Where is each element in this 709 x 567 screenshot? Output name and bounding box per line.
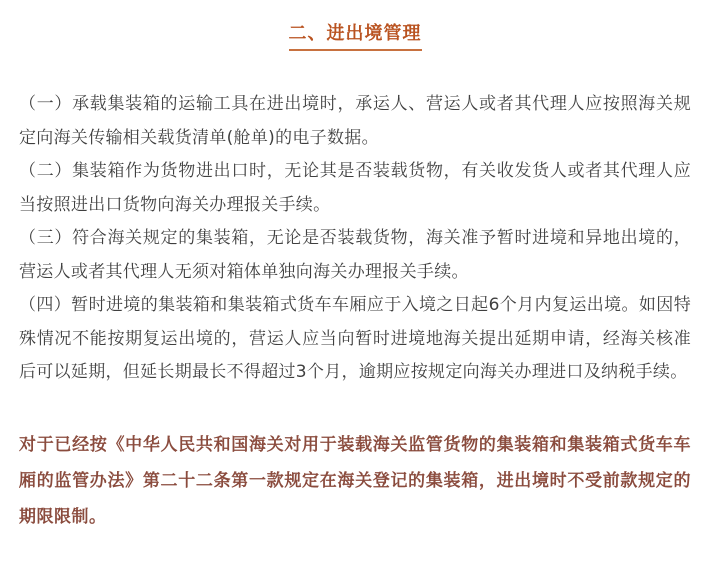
clause-2: （二）集装箱作为货物进出口时，无论其是否装载货物，有关收发货人或者其代理人应当按照进出口货物向海关办理报关手续。 — [19, 161, 691, 215]
clause-1: （一）承载集装箱的运输工具在进出境时，承运人、营运人或者其代理人应按照海关规定向海关传输相关载货清单(舱单)的电子数据。 — [19, 94, 691, 148]
highlight-note: 对于已经按《中华人民共和国海关对用于装载海关监管货物的集装箱和集装箱式货车车厢的监管办法》第二十二条第一款规定在海关登记的集装箱，进出境时不受前款规定的期限限制。 — [19, 434, 691, 527]
section-title-wrap — [19, 0, 691, 62]
clause-4: （四）暂时进境的集装箱和集装箱式货车车厢应于入境之日起6个月内复运出境。如因特殊情况不能按期复运出境的，营运人应当向暂时进境地海关提出延期申请，经海关核准后可以延期，但延长期最长不得超过3个月，逾期应按规定向海关办理进口及纳税手续。 — [19, 295, 691, 382]
section-title: 二、进出境管理 — [289, 22, 422, 51]
clause-list — [19, 88, 691, 390]
clause-3: （三）符合海关规定的集装箱，无论是否装载货物，海关准予暂时进境和异地出境的，营运人或者其代理人无须对箱体单独向海关办理报关手续。 — [19, 228, 691, 282]
